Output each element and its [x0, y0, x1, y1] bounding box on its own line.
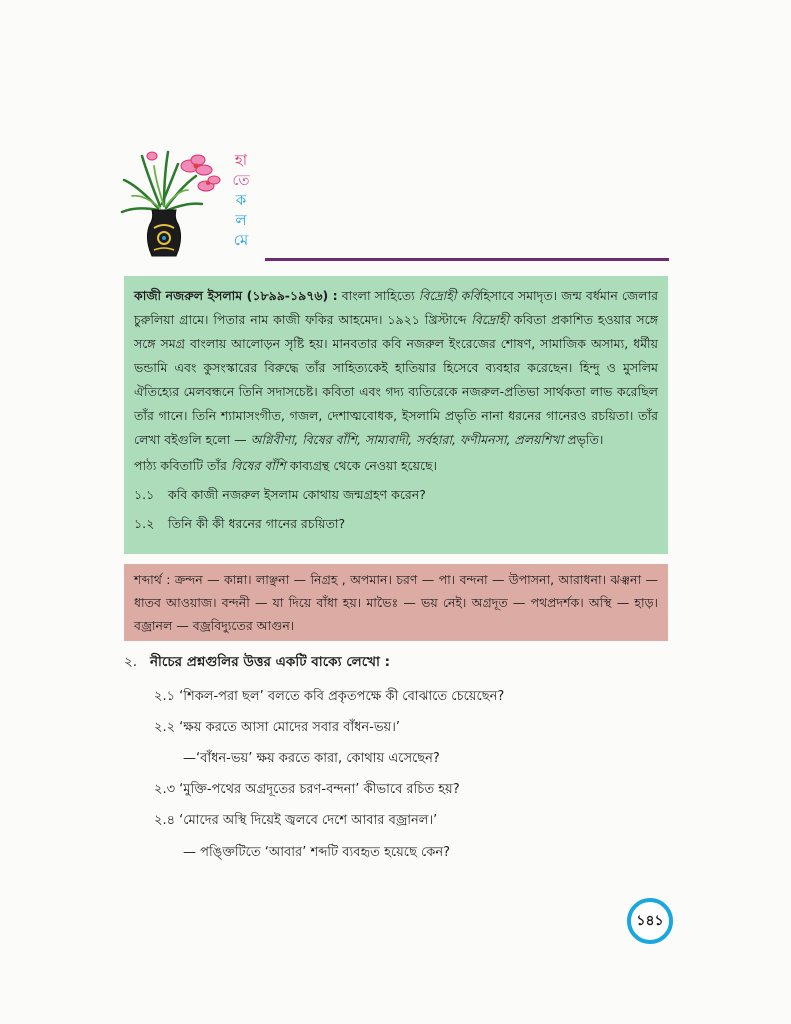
source-line: [134, 454, 658, 478]
question-2-2: ২.২ ‘ক্ষয় করতে আসা মোদের সবার বাঁধন-ভয়।’: [154, 720, 400, 735]
flower-vase-illustration: [118, 146, 228, 264]
section-title-text: নীচের প্রশ্নগুলির উত্তর একটি বাক্যে লেখো :: [150, 654, 391, 670]
bio-italic-books: অগ্নিবীণা, বিষের বাঁশি, সাম্যবাদী, সর্বহারা, ফণীমনসা, প্রলয়শিখা: [250, 432, 564, 447]
question-2-2-sub: —‘বাঁধন-ভয়’ ক্ষয় করতে কারা, কোথায় এসেছেন?: [183, 751, 440, 766]
bio-italic-1: বিদ্রোহী কবি: [418, 288, 480, 303]
question-2-4: ২.৪ ‘মোদের অস্থি দিয়েই জ্বলবে দেশে আবার বজ্রানল।’: [154, 813, 438, 828]
bio-paragraph: [134, 284, 658, 452]
page-number-badge: ১৪১: [627, 898, 673, 944]
heading-underline: [265, 258, 669, 261]
heading-letter-2: তে: [232, 171, 250, 189]
bio-text-3: কবিতা প্রকাশিত হওয়ার সঙ্গে সঙ্গে সমগ্র বাংলায় আলোড়ন সৃষ্টি হয়। মানবতার কবি নজরুল ইংরেজের শোষণ, সামাজিক অসাম্য, ধর্মীয় ভন্ডামি এবং কুসংস্কারের বিরুদ্ধে তাঁর সাহিত্যকেই হাতিয়ার হিসেবে ব্যবহার করেছেন। হিন্দু ও মুসলিম ঐতিহ্যের মেলবন্ধনে তিনি সদাসচেষ্ট। কবিতা এবং গদ্য ব্যতিরেকে নজরুল-প্রতিভা সার্থকতা লাভ করেছিল তাঁর গানে। তিনি শ্যামাসংগীত, গজল, দেশাত্মবোধক, ইসলামি প্রভৃতি নানা ধরনের গানেরও রচয়িতা। তাঁর লেখা বইগুলি হলো —: [134, 312, 658, 447]
heading-letter-5: মে: [233, 231, 249, 249]
section-number: ২.: [124, 654, 138, 670]
question-2-3: ২.৩ ‘মুক্তি-পথের অগ্রদূতের চরণ-বন্দনা’ কীভাবে রচিত হয়?: [154, 782, 460, 797]
question-number: ১.১: [134, 487, 155, 502]
question-text: কবি কাজী নজরুল ইসলাম কোথায় জন্মগ্রহণ করেন?: [168, 487, 426, 502]
question-number: ১.২: [134, 516, 155, 531]
question-text: তিনি কী কী ধরনের গানের রচয়িতা?: [168, 516, 346, 531]
hate-kolome-heading: [232, 151, 250, 251]
source-text-b: কাব্যগ্রন্থ থেকে নেওয়া হয়েছে।: [285, 458, 438, 473]
glossary-box: [124, 564, 668, 641]
question-1-2: [134, 512, 658, 536]
source-book: বিষের বাঁশি: [230, 458, 286, 473]
bio-italic-2: বিদ্রোহী: [471, 312, 509, 327]
heading-letter-3: ক: [235, 191, 247, 209]
bio-text-4: প্রভৃতি।: [563, 432, 604, 447]
question-2-1: ২.১ ‘শিকল-পরা ছল’ বলতে কবি প্রকৃতপক্ষে কী বোঝাতে চেয়েছেন?: [154, 689, 505, 704]
heading-letter-4: ল: [235, 211, 247, 229]
bio-text-2: হিসাবে সমাদৃত। জন্ম বর্ধমান জেলার চুরুলিয়া গ্রামে। পিতার নাম কাজী ফকির আহমেদ। ১৯২১ খ্রিস্টাব্দে: [134, 288, 658, 327]
question-2-4-sub: — পঙ্ক্তিটিতে ‘আবার’ শব্দটি ব্যবহৃত হয়েছে কেন?: [183, 845, 451, 860]
heading-letter-1: হা: [234, 151, 248, 169]
bio-text-1: বাংলা সাহিত্যে: [337, 288, 419, 303]
author-bio-box: [124, 276, 668, 554]
section-2-title: [124, 651, 390, 674]
question-1-1: [134, 483, 658, 507]
author-name: কাজী নজরুল ইসলাম (১৮৯৯-১৯৭৬) :: [134, 288, 338, 303]
source-text-a: পাঠ্য কবিতাটি তাঁর: [134, 458, 231, 473]
glossary-text: শব্দার্থ : ক্রন্দন — কান্না। লাঞ্ছনা — নিগ্রহ , অপমান। চরণ — পা। বন্দনা — উপাসনা, আরাধনা। ঝঞ্ঝনা — ধাতব আওয়াজ। বন্দনী — যা দিয়ে বাঁধা হয়। মাভৈঃ — ভয় নেই। অগ্রদূত — পথপ্রদর্শক। অস্থি — হাড়। বজ্রানল — বজ্রবিদ্যুতের আগুন।: [134, 572, 658, 633]
